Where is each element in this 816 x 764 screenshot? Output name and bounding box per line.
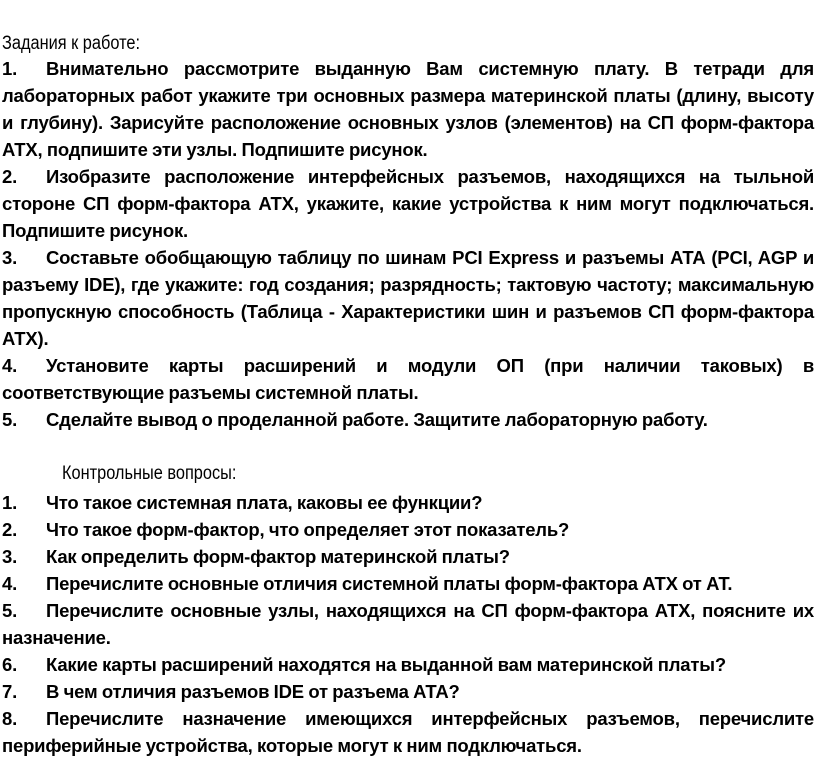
task-number: 5.	[2, 409, 18, 430]
question-text: Перечислите основные отличия системной платы форм-фактора АТХ от АТ.	[46, 573, 733, 594]
question-number: 4.	[2, 573, 18, 594]
question-item	[2, 516, 814, 543]
task-number: 3.	[2, 247, 18, 268]
question-number: 7.	[2, 681, 18, 702]
question-text: Что такое системная плата, каковы ее функции?	[46, 492, 483, 513]
task-item	[2, 406, 814, 433]
question-number: 3.	[2, 546, 18, 567]
question-number: 6.	[2, 654, 18, 675]
question-item	[2, 597, 814, 651]
task-number: 2.	[2, 166, 18, 187]
question-item	[2, 543, 814, 570]
question-item	[2, 489, 814, 516]
task-text: Установите карты расширений и модули ОП (при наличии таковых) в соответствующие разъемы системной платы.	[2, 355, 814, 403]
question-number: 8.	[2, 708, 18, 729]
tasks-heading: Задания к работе:	[2, 33, 141, 54]
question-item	[2, 570, 814, 597]
questions-heading: Контрольные вопросы:	[62, 463, 237, 484]
task-text: Внимательно рассмотрите выданную Вам системную плату. В тетради для лабораторных работ укажите три основных размера материнской платы (длину, высоту и глубину). Зарисуйте расположение основных узлов (элементов) на СП форм-фактора АТХ, подпишите эти узлы. Подпишите рисунок.	[2, 58, 814, 160]
question-text: Как определить форм-фактор материнской платы?	[46, 546, 510, 567]
task-text: Составьте обобщающую таблицу по шинам PCI Express и разъемы АТА (PCI, AGP и разъему IDE), где укажите: год создания; разрядность; тактовую частоту; максимальную пропускную способность (Таблица - Характеристики шин и разъемов СП форм-фактора АТХ).	[2, 247, 814, 349]
question-item	[2, 651, 814, 678]
question-number: 5.	[2, 600, 18, 621]
task-number: 1.	[2, 58, 18, 79]
task-number: 4.	[2, 355, 18, 376]
question-number: 1.	[2, 492, 18, 513]
questions-list	[2, 489, 814, 759]
tasks-list	[2, 55, 814, 433]
question-item	[2, 678, 814, 705]
question-text: Что такое форм-фактор, что определяет этот показатель?	[46, 519, 570, 540]
question-number: 2.	[2, 519, 18, 540]
task-item	[2, 55, 814, 163]
task-item	[2, 352, 814, 406]
task-text: Изобразите расположение интерфейсных разъемов, находящихся на тыльной стороне СП форм-фактора АТХ, укажите, какие устройства к ним могут подключаться. Подпишите рисунок.	[2, 166, 814, 241]
question-text: В чем отличия разъемов IDE от разъема АТА?	[46, 681, 460, 702]
question-text: Какие карты расширений находятся на выданной вам материнской платы?	[46, 654, 726, 675]
question-item	[2, 705, 814, 759]
task-item	[2, 163, 814, 244]
task-item	[2, 244, 814, 352]
task-text: Сделайте вывод о проделанной работе. Защитите лабораторную работу.	[46, 409, 708, 430]
question-text: Перечислите назначение имеющихся интерфейсных разъемов, перечислите периферийные устройства, которые могут к ним подключаться.	[2, 708, 814, 756]
question-text: Перечислите основные узлы, находящихся на СП форм-фактора АТХ, поясните их назначение.	[2, 600, 814, 648]
